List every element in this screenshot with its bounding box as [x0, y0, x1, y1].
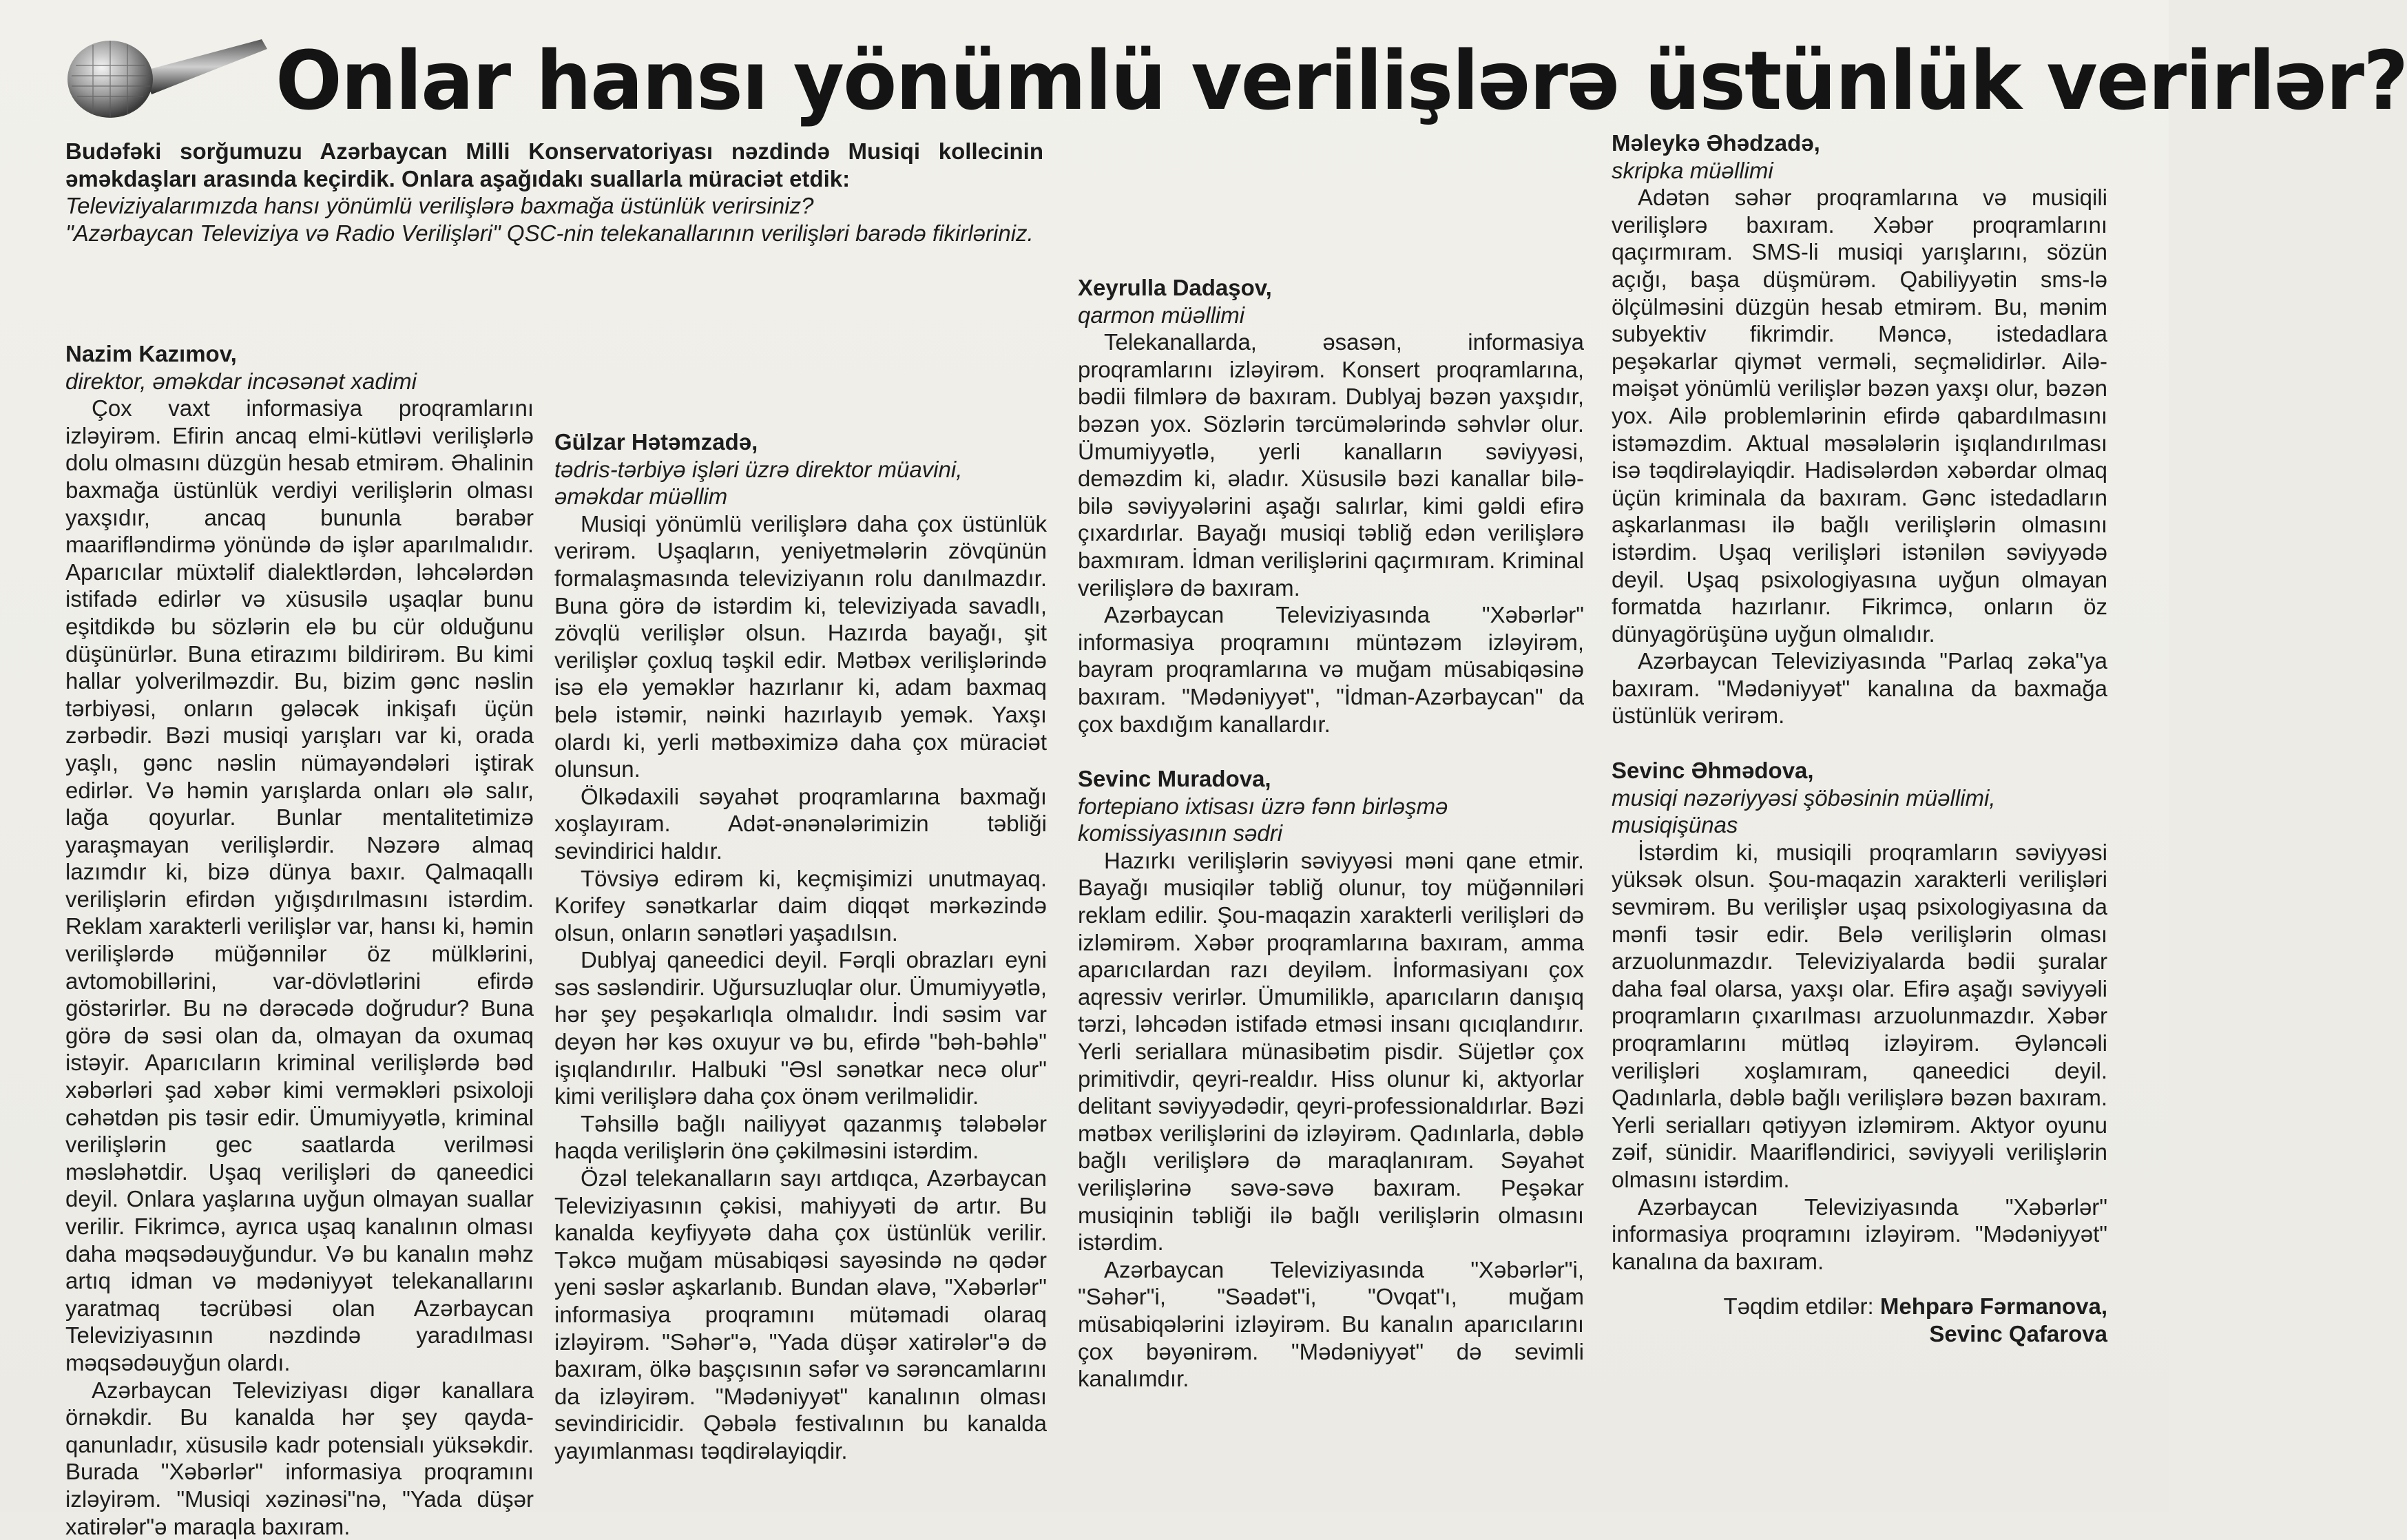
paragraph: Azərbaycan Televiziyasında "Xəbərlər" informasiya proqramını müntəzəm izləyirəm, bayram proqramlarına və muğam müsabiqəsinə baxıram. "Mədəniyyət", "İdman-Azərbaycan" da çox baxdığım kanallardır.: [1078, 602, 1584, 737]
paragraph: Dublyaj qaneedici deyil. Fərqli obrazları eyni səs səsləndirir. Uğursuzluqlar olur. Ümumiyyətlə, hər şey peşəkarlıqla olmalıdır. İndi səsim var deyən hər kəs oxuyur və bu, efirdə "bəh-bəhlə" işıqlandırılır. Halbuki "Əsl sənətkar necə olur" kimi verilişlərə daha çox önəm verilməlidir.: [554, 947, 1047, 1110]
microphone-icon: [62, 31, 269, 121]
author-name: Sevinc Əhmədova,: [1612, 758, 1814, 784]
author-role: tədris-tərbiyə işləri üzrə direktor müavini, əməkdar müəllim: [554, 456, 963, 510]
column-2: [554, 340, 1047, 1465]
author-name: Gülzar Hətəmzadə,: [554, 429, 758, 455]
paragraph: Azərbaycan Televiziyasında "Parlaq zəka"ya baxıram. "Mədəniyyət" kanalına da baxmağa üstünlük verirəm.: [1612, 648, 2107, 729]
author-role: musiqi nəzəriyyəsi şöbəsinin müəllimi, musiqişünas: [1612, 784, 1996, 838]
author-name: Nazim Kazımov,: [65, 341, 237, 366]
paragraph: Azərbaycan Televiziyasında "Xəbərlər"i, "Səhər"i, "Səadət"i, "Ovqat"ı, muğam müsabiqələrini izləyirəm. Bu kanalın aparıcılarını çox bəyənirəm. "Mədəniyyət" də sevimli kanalımdır.: [1078, 1256, 1584, 1392]
author-role: direktor, əməkdar incəsənət xadimi: [65, 368, 417, 394]
column-4: [1612, 129, 2107, 1348]
intro-lead: Budəfəki sorğumuzu Azərbaycan Milli Konservatoriyası nəzdində Musiqi kollecinin əməkdaşları arasında keçirdik. Onlara aşağıdakı suallarla müraciət etdik:: [65, 138, 1043, 191]
author-role: skripka müəllimi: [1612, 157, 1773, 183]
column-3: [1078, 129, 1584, 1393]
intro-question-1: Televiziyalarımızda hansı yönümlü verilişlərə baxmağa üstünlük verirsiniz?: [65, 193, 814, 219]
credit-name-1: Mehparə Fərmanova,: [1879, 1293, 2107, 1320]
credit-block: [1612, 1293, 2107, 1348]
intro-block: [65, 138, 1043, 247]
paragraph: Çox vaxt informasiya proqramlarını izləyirəm. Efirin ancaq elmi-kütləvi verilişlərlə dolu olmasını düzgün hesab etmirəm. Əhalinin baxmağa üstünlük verdiyi verilişlərin olması yaxşıdır, ancaq bununla bərabər maarifləndirmə yönündə də işlər aparılmalıdır. Aparıcılar müxtəlif dialektlərdən, ləhcələrdən istifadə edirlər və xüsusilə uşaqlar bunu eşitdikdə bu sözlərin elə bu cür olduğunu düşünürlər. Buna etirazımı bildirirəm. Bu kimi hallar yolverilməzdir. Bu, bizim gənc nəslin tərbiyəsi, onların gələcək inkişafı üçün zərbədir. Bəzi musiqi yarışları var ki, orada yaşlı, gənc nəslin nümayəndələri iştirak edirlər. Və həmin yarışlarda onları ələ salır, lağa qoyurlar. Bunlar mentalitetimizə yaraşmayan verilişlərdir. Nəzərə almaq lazımdır ki, bizə dünya baxır. Qalmaqallı verilişlərin efirdən yığışdırılmasını istərdim. Reklam xarakterli verilişlər var, hansı ki, həmin verilişlərdə müğənnilər öz mülklərini, avtomobillərini, var-dövlətlərini efirdə göstərirlər. Bu nə dərəcədə doğrudur? Buna görə də səsi olan da, olmayan da oxumaq istəyir. Aparıcıların kriminal verilişlərdə bəd xəbərləri şad xəbər kimi verməkləri psixoloji cəhətdən pis təsir edir. Ümumiyyətlə, kriminal verilişlərin gec saatlarda verilməsi məsləhətdir. Uşaq verilişləri də qaneedici deyil. Onlara yaşlarına uyğun olmayan suallar verilir. Fikrimcə, ayrıca uşaq kanalının olması daha məqsədəuyğundur. Və bu kanalın məhz artıq idman və mədəniyyət telekanallarını yaratmaq təcrübəsi olan Azərbaycan Televiziyasının nəzdində yaradılması məqsədəuyğun olardı.: [65, 395, 534, 1375]
intro-question-2: "Azərbaycan Televiziya və Radio Verilişləri" QSC-nin telekanallarının verilişləri barədə fikirləriniz.: [65, 220, 1034, 246]
column-1: [65, 340, 534, 1540]
author-role: qarmon müəllimi: [1078, 302, 1245, 328]
paragraph: Telekanallarda, əsasən, informasiya proqramlarını izləyirəm. Konsert proqramlarına, bədii filmlərə də baxıram. Dublyaj bəzən yaxşıdır, bəzən yox. Sözlərin tərcümələrində səhvlər olur. Ümumiyyətlə, yerli kanalların səviyyəsi, deməzdim ki, əladır. Xüsusilə bəzi kanallar bilə-bilə səviyyələrini aşağı salırlar, kimi gəldi efirə çıxardırlar. Bayağı musiqi təbliğ edən verilişlərə baxmıram. İdman verilişlərini qaçırmıram. Kriminal verilişlərə də baxıram.: [1078, 329, 1584, 601]
headline: Onlar hansı yönümlü verilişlərə üstünlük verirlər?: [275, 33, 2407, 128]
paragraph: Tövsiyə edirəm ki, keçmişimizi unutmayaq. Korifey sənətkarlar daim diqqət mərkəzində olsun, onların sənətləri yaşadılsın.: [554, 865, 1047, 946]
headline-block: [41, 14, 2407, 138]
author-name: Məleykə Əhədzadə,: [1612, 130, 1820, 156]
credit-label: Təqdim etdilər:: [1723, 1293, 1874, 1320]
paragraph: Azərbaycan Televiziyasında "Xəbərlər" informasiya proqramını izləyirəm. "Mədəniyyət" kanalına da baxıram.: [1612, 1194, 2107, 1274]
paragraph: Hazırkı verilişlərin səviyyəsi məni qane etmir. Bayağı musiqilər təbliğ olunur, toy müğənniləri reklam edilir. Şou-maqazin xarakterli verilişləri də izləmirəm. Xəbər proqramlarına baxıram, amma aparıcılardan razı deyiləm. İnformasiyanı çox aqressiv verirlər. Ümumiliklə, aparıcıların danışıq tərzi, ləhcədən istifadə etməsi insanı qıcıqlandırır. Yerli seriallara münasibətim pisdir. Süjetlər çox primitivdir, qeyri-realdır. Hiss olunur ki, aktyorlar delitant səviyyədədir, qeyri-professionaldırlar. Bəzi mətbəx verilişlərini də izləyirəm. Qadınlarla, dəblə bağlı verilişlərə də maraqlanıram. Səyahət verilişlərinə səvə-səvə baxıram. Peşəkar musiqinin təbliği ilə bağlı verilişlərin olmasını istərdim.: [1078, 847, 1584, 1256]
author-role: fortepiano ixtisası üzrə fənn birləşmə komissiyasının sədri: [1078, 793, 1448, 846]
credit-name-2: Sevinc Qafarova: [1929, 1321, 2107, 1347]
paragraph: Azərbaycan Televiziyası digər kanallara örnəkdir. Bu kanalda hər şey qayda-qanunladır, xüsusilə kadr potensialı yüksəkdir. Burada "Xəbərlər" informasiya proqramını izləyirəm. "Musiqi xəzinəsi"nə, "Yada düşər xatirələr"ə maraqla baxıram.: [65, 1377, 534, 1539]
author-name: Sevinc Muradova,: [1078, 766, 1271, 792]
author-name: Xeyrulla Dadaşov,: [1078, 275, 1272, 300]
paragraph: Özəl telekanalların sayı artdıqca, Azərbaycan Televiziyasının çəkisi, mahiyyəti də artır. Bu kanalda keyfiyyətə daha çox üstünlük verilir. Təkcə muğam müsabiqəsi sayəsində nə qədər yeni səslər aşkarlanıb. Bundan əlavə, "Xəbərlər" informasiya proqramını mütəmadi olaraq izləyirəm. "Səhər"ə, "Yada düşər xatirələr"ə də baxıram, ölkə başçısının səfər və sərəncamlarını da izləyirəm. "Mədəniyyət" kanalının olması sevindiricidir. Qəbələ festivalının bu kanalda yayımlanması təqdirəlayiqdir.: [554, 1165, 1047, 1464]
paragraph: Adətən səhər proqramlarına və musiqili verilişlərə baxıram. Xəbər proqramlarını qaçırmıram. SMS-li musiqi yarışlarını, sözün açığı, başa düşmürəm. Qabiliyyətin sms-lə ölçülməsini düzgün hesab etmirəm. Bu, mənim subyektiv fikrimdir. Məncə, istedadlara peşəkarlar qiymət verməli, seçməlidirlər. Ailə-məişət yönümlü verilişlər bəzən yaxşı olur, bəzən yox. Ailə problemlərinin efirdə qabardılmasını istəməzdim. Aktual məsələlərin işıqlandırılması isə təqdirəlayiqdir. Hadisələrdən xəbərdar olmaq üçün kriminala da baxıram. Gənc istedadların aşkarlanması ilə bağlı verilişlərin olmasını istərdim. Uşaq verilişləri istənilən səviyyədə deyil. Uşaq psixologiyasına uyğun olmayan formatda hazırlanır. Fikrimcə, onların öz dünyagörüşünə uyğun olmalıdır.: [1612, 185, 2107, 647]
paragraph: Ölkədaxili səyahət proqramlarına baxmağı xoşlayıram. Adət-ənənələrimizin təbliği sevindirici haldır.: [554, 783, 1047, 864]
paragraph: Təhsillə bağlı nailiyyət qazanmış tələbələr haqda verilişlərin önə çəkilməsini istərdim.: [554, 1110, 1047, 1164]
paragraph: Musiqi yönümlü verilişlərə daha çox üstünlük verirəm. Uşaqların, yeniyetmələrin zövqünün formalaşmasında televiziyanın rolu danılmazdır. Buna görə də istərdim ki, televiziyada savadlı, zövqlü verilişlər olsun. Hazırda bayağı, şit verilişlər çoxluq təşkil edir. Mətbəx verilişlərində isə elə yeməklər hazırlanır ki, adam baxmaq belə istəmir, nəinki hazırlayıb yemək. Yaxşı olardı ki, yerli mətbəximizə daha çox müraciət olunsun.: [554, 510, 1047, 782]
paragraph: İstərdim ki, musiqili proqramların səviyyəsi yüksək olsun. Şou-maqazin xarakterli verilişləri sevmirəm. Bu verilişlər uşaq psixologiyasına da mənfi təsir edir. Belə verilişlərin olması arzuolunmazdır. Televiziyalarda bədii şuralar daha fəal olarsa, yaxşı olar. Efirə aşağı səviyyəli proqramların çıxarılması arzuolunmazdır. Xəbər proqramlarını mütləq izləyirəm. Əyləncəli verilişləri xoşlamıram, qaneedici deyil. Qadınlarla, dəblə bağlı verilişlərə bəzən baxıram. Yerli serialları qətiyyən izləmirəm. Aktyor oyunu zəif, sünidir. Maarifləndirici, səviyyəli verilişlərin olmasını istərdim.: [1612, 839, 2107, 1192]
